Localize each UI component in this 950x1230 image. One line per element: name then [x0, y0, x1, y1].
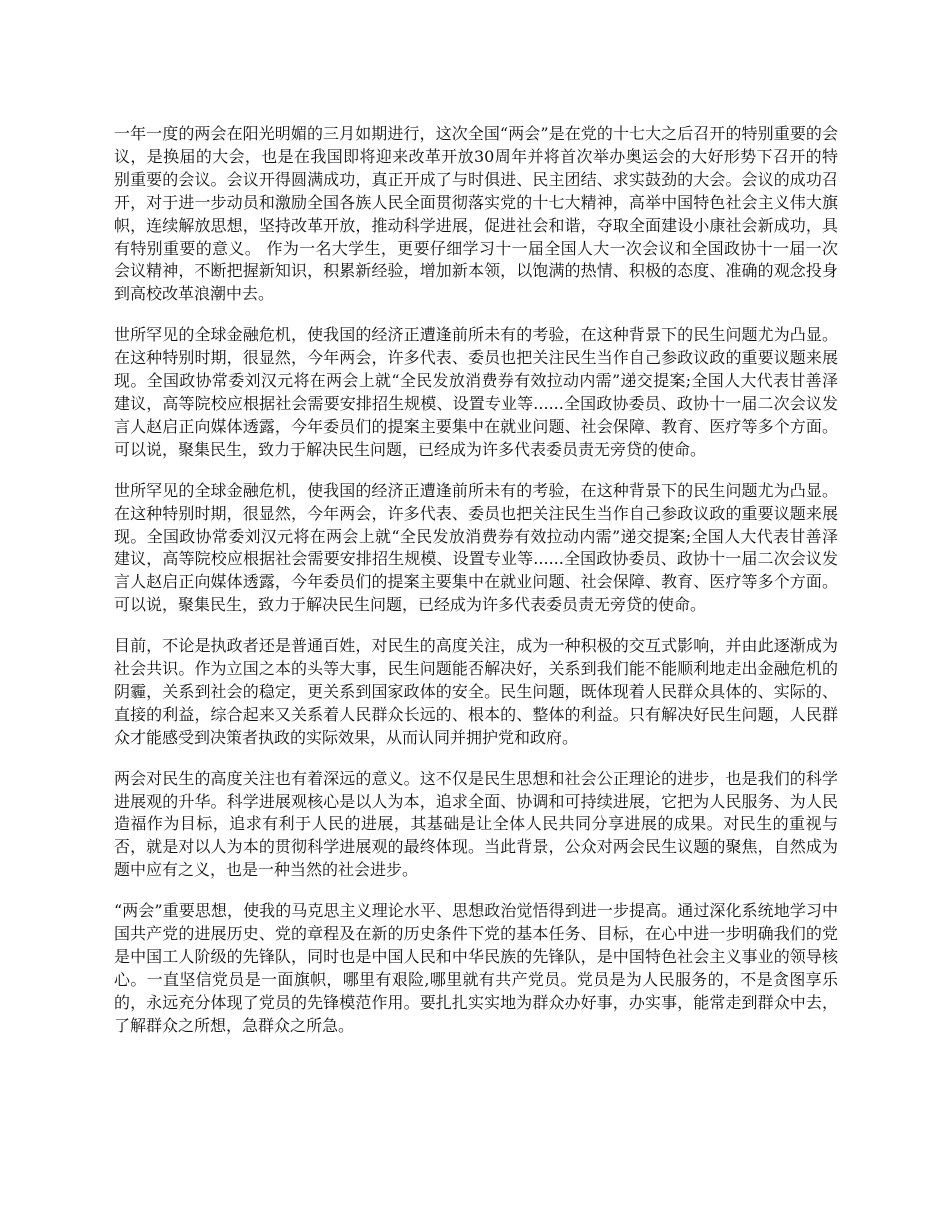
- paragraph-2: 世所罕见的全球金融危机，使我国的经济正遭逢前所未有的考验，在这种背景下的民生问题尤为凸显。在这种特别时期，很显然，今年两会，许多代表、委员也把关注民生当作自己参政议政的重要议题来展现。全国政协常委刘汉元将在两会上就“全民发放消费券有效拉动内需”递交提案;全国人大代表甘善泽建议，高等院校应根据社会需要安排招生规模、设置专业等......全国政协委员、政协十一届二次会议发言人赵启正向媒体透露，今年委员们的提案主要集中在就业问题、社会保障、教育、医疗等多个方面。可以说，聚集民生，致力于解决民生问题，已经成为许多代表委员责无旁贷的使命。: [114, 325, 838, 459]
- paragraph-4: 目前，不论是执政者还是普通百姓，对民生的高度关注，成为一种积极的交互式影响，并由此逐渐成为社会共识。作为立国之本的头等大事，民生问题能否解决好，关系到我们能不能顺利地走出金融危机的阴霾，关系到社会的稳定，更关系到国家政体的安全。民生问题，既体现着人民群众具体的、实际的、直接的利益，综合起来又关系着人民群众长远的、根本的、整体的利益。只有解决好民生问题，人民群众才能感受到决策者执政的实际效果，从而认同并拥护党和政府。: [114, 636, 838, 747]
- paragraph-3: 世所罕见的全球金融危机，使我国的经济正遭逢前所未有的考验，在这种背景下的民生问题尤为凸显。在这种特别时期，很显然，今年两会，许多代表、委员也把关注民生当作自己参政议政的重要议题来展现。全国政协常委刘汉元将在两会上就“全民发放消费券有效拉动内需”递交提案;全国人大代表甘善泽建议，高等院校应根据社会需要安排招生规模、设置专业等......全国政协委员、政协十一届二次会议发言人赵启正向媒体透露，今年委员们的提案主要集中在就业问题、社会保障、教育、医疗等多个方面。可以说，聚集民生，致力于解决民生问题，已经成为许多代表委员责无旁贷的使命。: [114, 480, 838, 615]
- paragraph-1: 一年一度的两会在阳光明媚的三月如期进行，这次全国“两会”是在党的十七大之后召开的特别重要的会议，是换届的大会，也是在我国即将迎来改革开放30周年并将首次举办奥运会的大好形势下召开的特别重要的会议。会议开得圆满成功，真正开成了与时俱进、民主团结、求实鼓劲的大会。会议的成功召开，对于进一步动员和激励全国各族人民全面贯彻落实党的十七大精神，高举中国特色社会主义伟大旗帜，连续解放思想，坚持改革开放，推动科学进展，促进社会和谐，夺取全面建设小康社会新成功，具有特别重要的意义。 作为一名大学生，更要仔细学习十一届全国人大一次会议和全国政协十一届一次会议精神，不断把握新知识，积累新经验，增加新本领，以饱满的热情、积极的态度、准确的观念投身到高校改革浪潮中去。: [114, 124, 838, 304]
- paragraph-6: “两会”重要思想，使我的马克思主义理论水平、思想政治觉悟得到进一步提高。通过深化系统地学习中国共产党的进展历史、党的章程及在新的历史条件下党的基本任务、目标，在心中进一步明确我们的党是中国工人阶级的先锋队，同时也是中国人民和中华民族的先锋队，是中国特色社会主义事业的领导核心。一直坚信党员是一面旗帜，哪里有艰险,哪里就有共产党员。党员是为人民服务的，不是贪图享乐的，永远充分体现了党员的先锋模范作用。要扎扎实实地为群众办好事，办实事，能常走到群众中去，了解群众之所想，急群众之所急。: [114, 901, 838, 1035]
- document-body: [114, 123, 838, 1056]
- paragraph-5: 两会对民生的高度关注也有着深远的意义。这不仅是民生思想和社会公正理论的进步，也是我们的科学进展观的升华。科学进展观核心是以人为本，追求全面、协调和可持续进展，它把为人民服务、为人民造福作为目标，追求有利于人民的进展，其基础是让全体人民共同分享进展的成果。对民生的重视与否，就是对以人为本的贯彻科学进展观的最终体现。当此背景，公众对两会民生议题的聚焦，自然成为题中应有之义，也是一种当然的社会进步。: [114, 768, 838, 880]
